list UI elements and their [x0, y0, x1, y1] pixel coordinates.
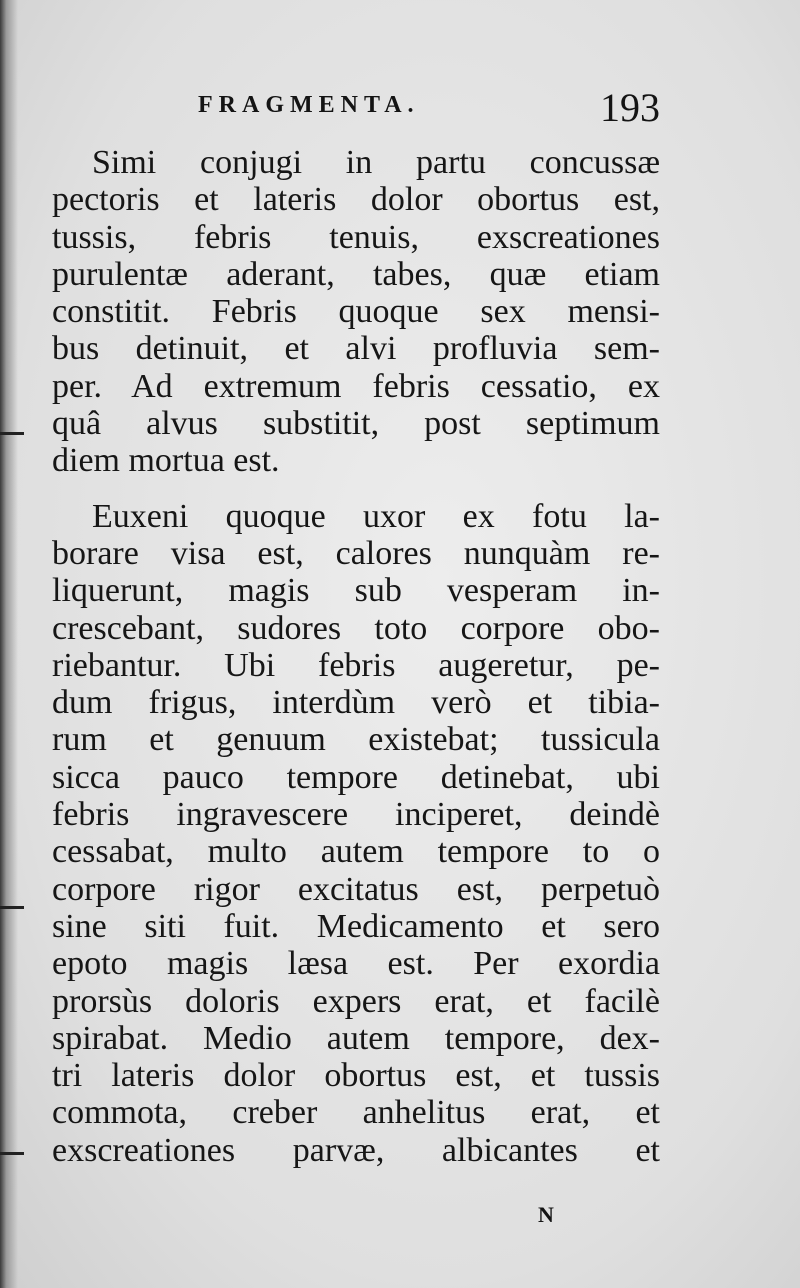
text-line: commota, creber anhelitus erat, et — [52, 1094, 660, 1132]
text-line: dum frigus, interdùm verò et tibia- — [52, 684, 660, 722]
text-line: corpore rigor excitatus est, perpetuò — [52, 870, 660, 908]
margin-mark — [0, 432, 24, 435]
text-line: Simi conjugi in partu concussæ — [92, 144, 660, 181]
signature-mark: N — [538, 1202, 554, 1227]
text-line: epoto magis læsa est. Per exordia — [52, 945, 660, 983]
text-line: sicca pauco tempore detinebat, ubi — [52, 758, 660, 796]
text-line: quâ alvus substitit, post septimum — [52, 405, 660, 443]
page-header — [198, 84, 660, 134]
text-line: bus detinuit, et alvi profluvia sem- — [52, 330, 660, 368]
text-line: liquerunt, magis sub vesperam in- — [52, 572, 660, 610]
text-line: spirabat. Medio autem tempore, dex- — [52, 1019, 660, 1057]
page-number: 193 — [600, 85, 660, 130]
margin-mark — [0, 906, 24, 909]
text-line: diem mortua est. — [52, 442, 280, 480]
binding-shadow — [0, 0, 18, 1288]
running-head: FRAGMENTA. — [198, 92, 420, 118]
text-line: per. Ad extremum febris cessatio, ex — [52, 367, 660, 405]
text-line: Euxeni quoque uxor ex fotu la- — [92, 497, 660, 535]
paragraph-2 — [52, 498, 660, 1169]
text-line: exscreationes parvæ, albicantes et — [52, 1131, 660, 1169]
text-line: riebantur. Ubi febris augeretur, pe- — [52, 646, 660, 684]
text-line: sine siti fuit. Medicamento et sero — [52, 907, 660, 945]
text-line: febris ingravescere inciperet, deindè — [52, 796, 660, 834]
text-line: rum et genuum existebat; tussicula — [52, 721, 660, 759]
text-line: crescebant, sudores toto corpore obo- — [52, 609, 660, 647]
text-line: tri lateris dolor obortus est, et tussis — [52, 1057, 660, 1095]
text-line: prorsùs doloris expers erat, et facilè — [52, 982, 660, 1020]
text-line: cessabat, multo autem tempore to o — [52, 833, 660, 871]
text-line: purulentæ aderant, tabes, quæ etiam — [52, 255, 660, 293]
paragraph-1 — [52, 144, 660, 480]
body-text — [52, 144, 660, 1169]
text-line: tussis, febris tenuis, exscreationes — [52, 218, 660, 256]
margin-mark — [0, 1152, 24, 1155]
text-line: borare visa est, calores nunquàm re- — [52, 534, 660, 572]
text-line: constitit. Febris quoque sex mensi- — [52, 293, 660, 331]
text-line: pectoris et lateris dolor obortus est, — [52, 181, 660, 219]
